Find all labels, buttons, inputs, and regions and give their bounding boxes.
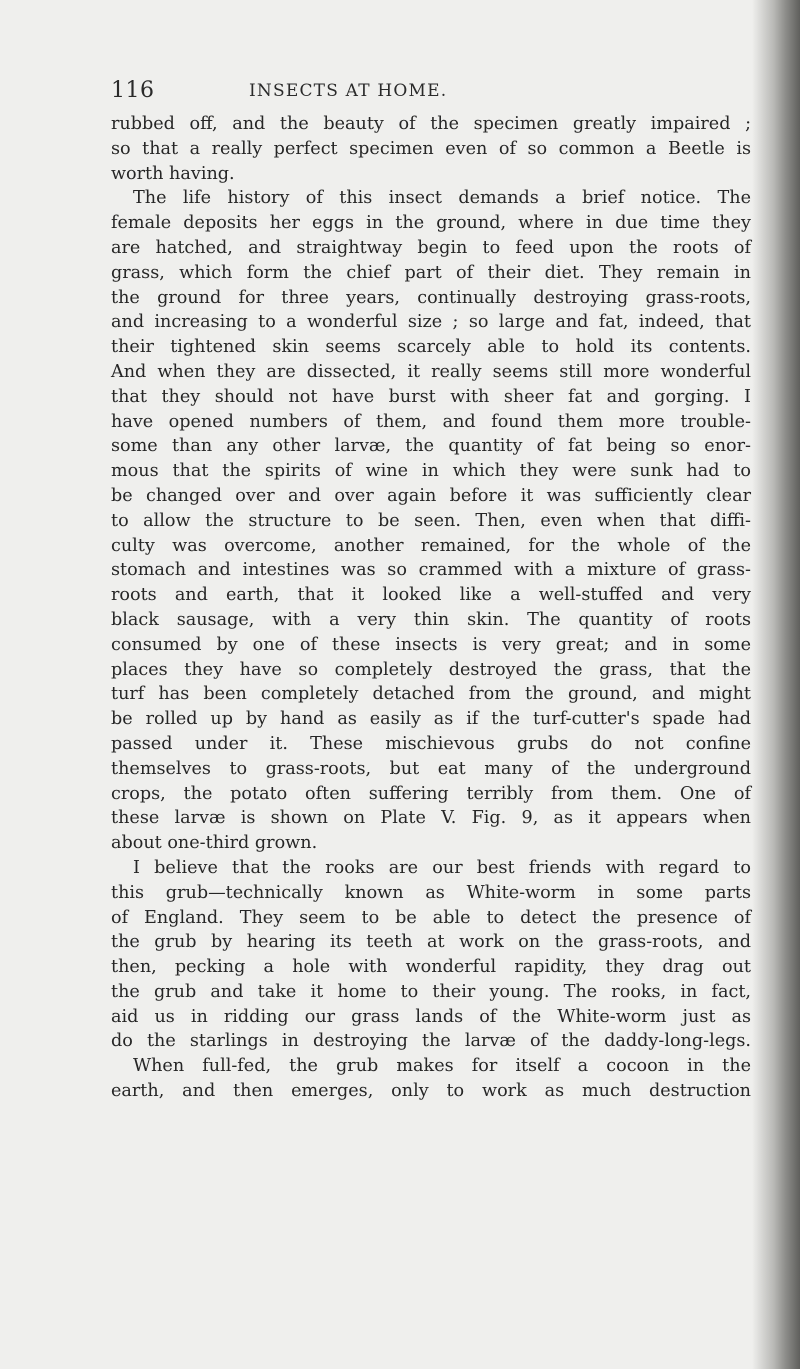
text-line: about one-third grown. (111, 833, 318, 854)
text-line: then, pecking a hole with wonderful rapidity, they drag out (111, 957, 751, 978)
text-line: turf has been completely detached from the ground, and might (111, 684, 751, 705)
text-line: places they have so completely destroyed the grass, that the (111, 659, 751, 680)
text-line: aid us in ridding our grass lands of the White-worm just as (111, 1006, 751, 1027)
page-edge-shadow (752, 0, 800, 1369)
text-line: female deposits her eggs in the ground, where in due time they (111, 213, 751, 234)
text-line: consumed by one of these insects is very great; and in some (111, 634, 751, 655)
text-line: And when they are dissected, it really seems still more wonderful (111, 361, 751, 382)
text-line: have opened numbers of them, and found them more trouble- (111, 411, 751, 432)
text-line: be changed over and over again before it was sufficiently clear (111, 485, 751, 506)
text-line: some than any other larvæ, the quantity of fat being so enor- (111, 436, 751, 457)
text-line: The life history of this insect demands a brief notice. The (133, 188, 751, 209)
body-text (111, 112, 751, 1104)
text-line: and increasing to a wonderful size ; so large and fat, indeed, that (111, 312, 751, 333)
text-line: so that a really perfect specimen even of so common a Beetle is (111, 138, 751, 159)
text-line: rubbed off, and the beauty of the specimen greatly impaired ; (111, 114, 751, 134)
text-line: worth having. (111, 163, 235, 184)
page-number: 116 (111, 78, 155, 103)
text-line: passed under it. These mischievous grubs do not confine (111, 733, 751, 754)
text-line: do the starlings in destroying the larvæ of the daddy-long-legs. (111, 1031, 751, 1052)
text-line: to allow the structure to be seen. Then, even when that diffi- (111, 510, 751, 531)
page-header (111, 78, 751, 114)
text-line: crops, the potato often suffering terribly from them. One of (111, 783, 751, 804)
running-head: INSECTS AT HOME. (249, 81, 448, 101)
text-line: themselves to grass-roots, but eat many of the underground (111, 758, 751, 779)
text-line: of England. They seem to be able to detect the presence of (111, 907, 751, 928)
text-line: these larvæ is shown on Plate V. Fig. 9, as it appears when (111, 808, 751, 829)
text-line: be rolled up by hand as easily as if the turf-cutter's spade had (111, 709, 751, 730)
text-line: their tightened skin seems scarcely able to hold its contents. (111, 337, 751, 358)
text-line: mous that the spirits of wine in which they were sunk had to (111, 461, 751, 482)
text-line: are hatched, and straightway begin to feed upon the roots of (111, 237, 751, 258)
text-line: the grub and take it home to their young. The rooks, in fact, (111, 981, 751, 1002)
text-line: this grub—technically known as White-worm in some parts (111, 882, 751, 903)
text-line: stomach and intestines was so crammed with a mixture of grass- (111, 560, 751, 581)
text-line: I believe that the rooks are our best friends with regard to (133, 857, 751, 878)
text-line: roots and earth, that it looked like a well-stuffed and very (111, 585, 751, 606)
text-line: grass, which form the chief part of their diet. They remain in (111, 262, 751, 283)
text-line: that they should not have burst with sheer fat and gorging. I (111, 386, 751, 407)
text-line: earth, and then emerges, only to work as much destruction (111, 1081, 751, 1102)
text-line: the grub by hearing its teeth at work on the grass-roots, and (111, 932, 751, 953)
text-line: the ground for three years, continually destroying grass-roots, (111, 287, 751, 308)
text-line: black sausage, with a very thin skin. The quantity of roots (111, 609, 751, 630)
text-line: When full-fed, the grub makes for itself a cocoon in the (133, 1056, 751, 1077)
text-line: culty was overcome, another remained, for the whole of the (111, 535, 751, 556)
